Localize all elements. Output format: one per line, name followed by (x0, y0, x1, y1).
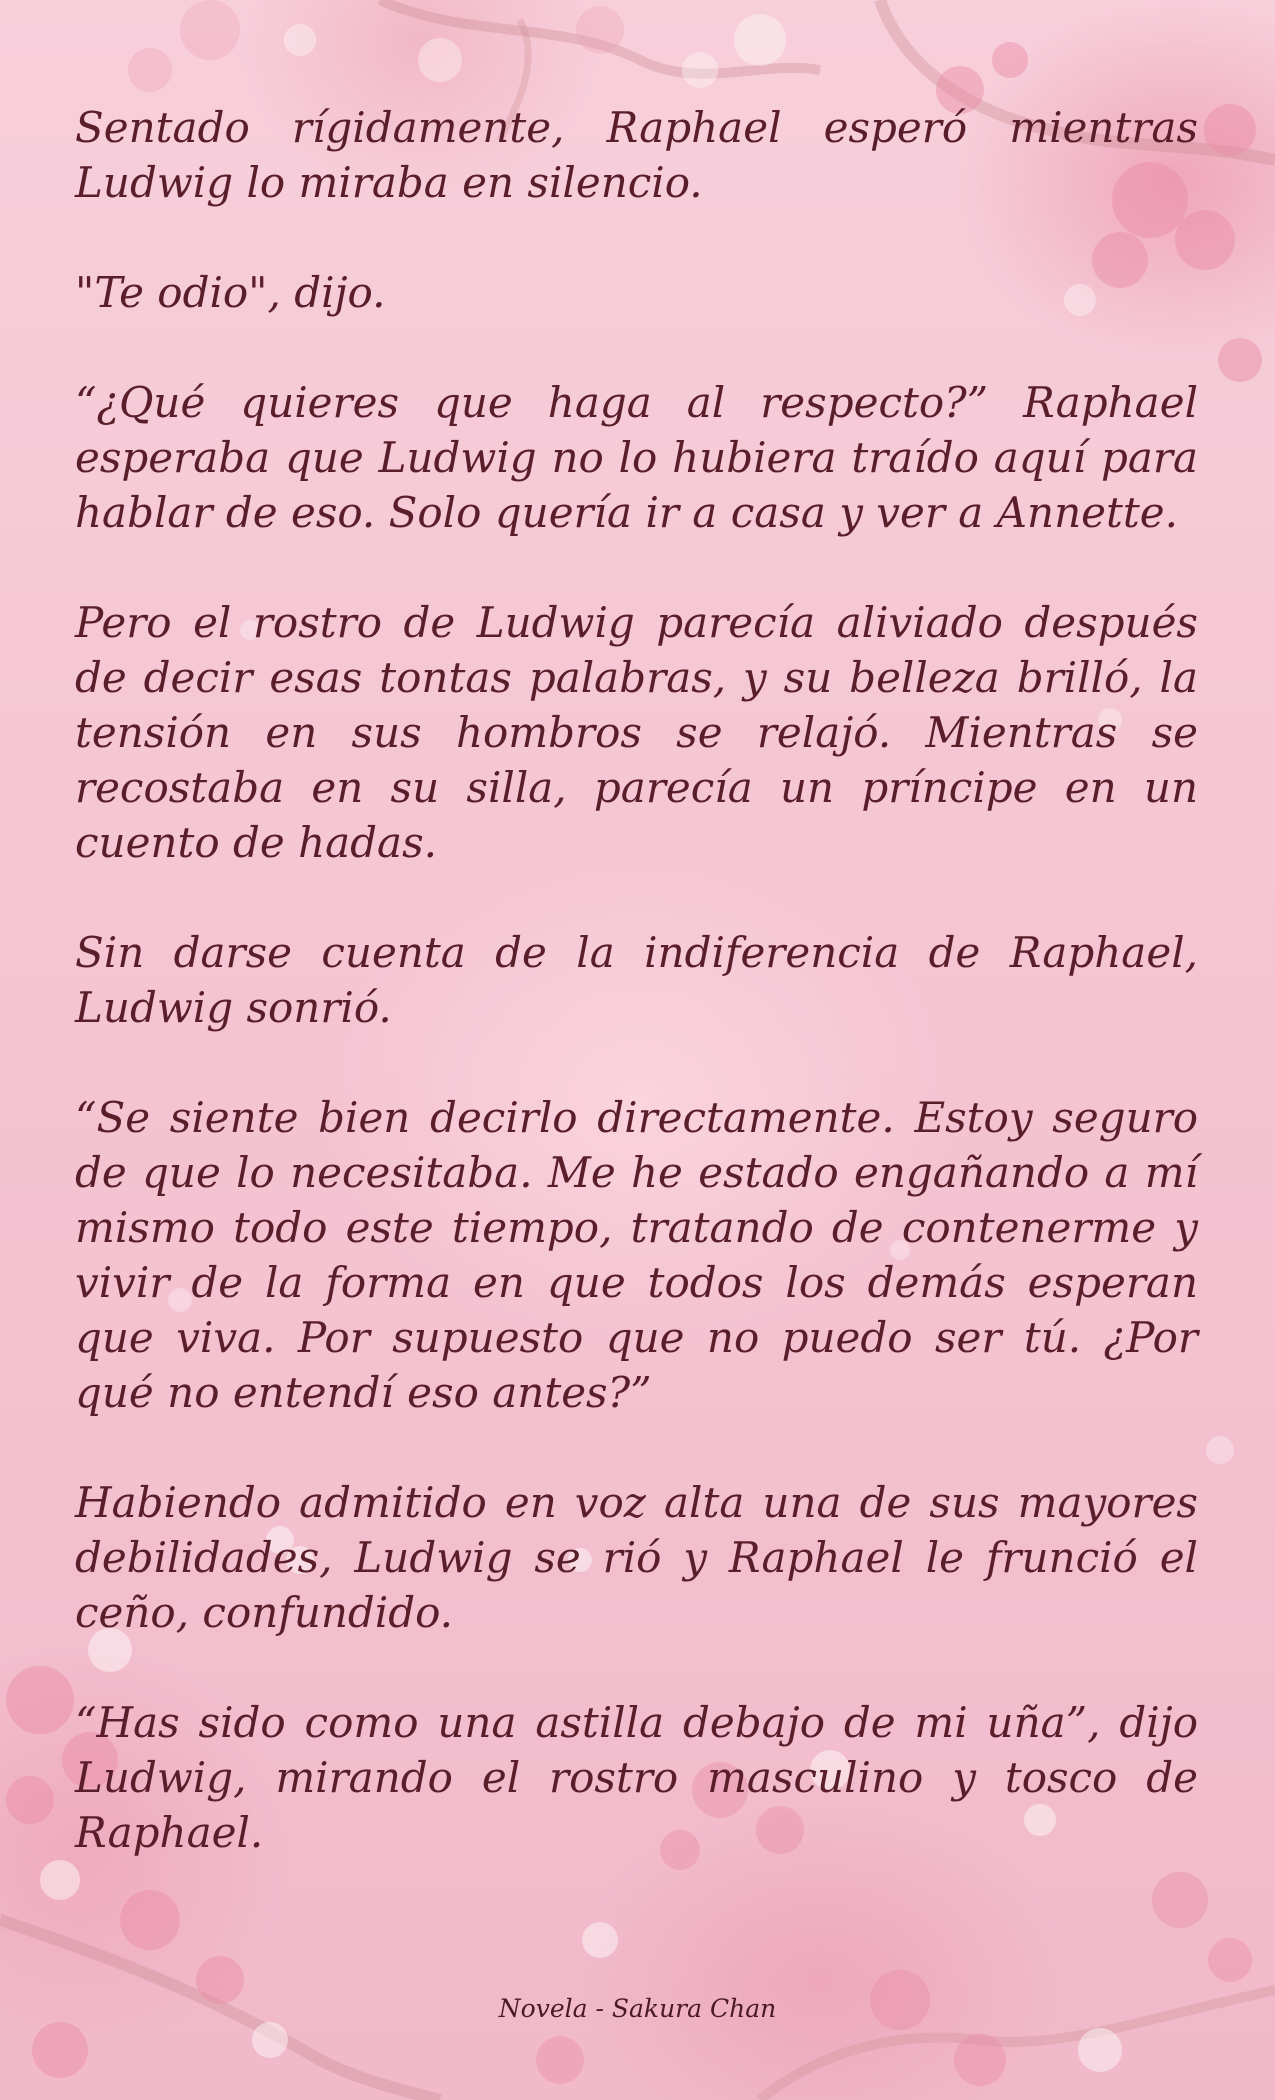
paragraph: Habiendo admitido en voz alta una de sus mayores debilidades, Ludwig se rió y Raphael le frunció el ceño, confundido. (75, 1478, 1198, 1637)
paragraph: Pero el rostro de Ludwig parecía aliviado después de decir esas tontas palabras, y su belleza brilló, la tensión en sus hombros se relajó. Mientras se recostaba en su silla, parecía un príncipe en un cuento de hadas. (75, 598, 1198, 867)
paragraph: Sentado rígidamente, Raphael esperó mientras Ludwig lo miraba en silencio. (75, 103, 1198, 207)
story-text (75, 100, 1198, 1860)
paragraph: “¿Qué quieres que haga al respecto?” Raphael esperaba que Ludwig no lo hubiera traído aquí para hablar de eso. Solo quería ir a casa y ver a Annette. (75, 378, 1198, 537)
paragraph: “Se siente bien decirlo directamente. Estoy seguro de que lo necesitaba. Me he estado engañando a mí mismo todo este tiempo, tratando de contenerme y vivir de la forma en que todos los demás esperan que viva. Por supuesto que no puedo ser tú. ¿Por qué no entendí eso antes?” (75, 1093, 1198, 1417)
paragraph: "Te odio", dijo. (75, 268, 386, 317)
paragraph: “Has sido como una astilla debajo de mi uña”, dijo Ludwig, mirando el rostro masculino y tosco de Raphael. (75, 1698, 1198, 1857)
footer-credit: Novela - Sakura Chan (498, 1994, 777, 2023)
paragraph: Sin darse cuenta de la indiferencia de Raphael, Ludwig sonrió. (75, 928, 1198, 1032)
